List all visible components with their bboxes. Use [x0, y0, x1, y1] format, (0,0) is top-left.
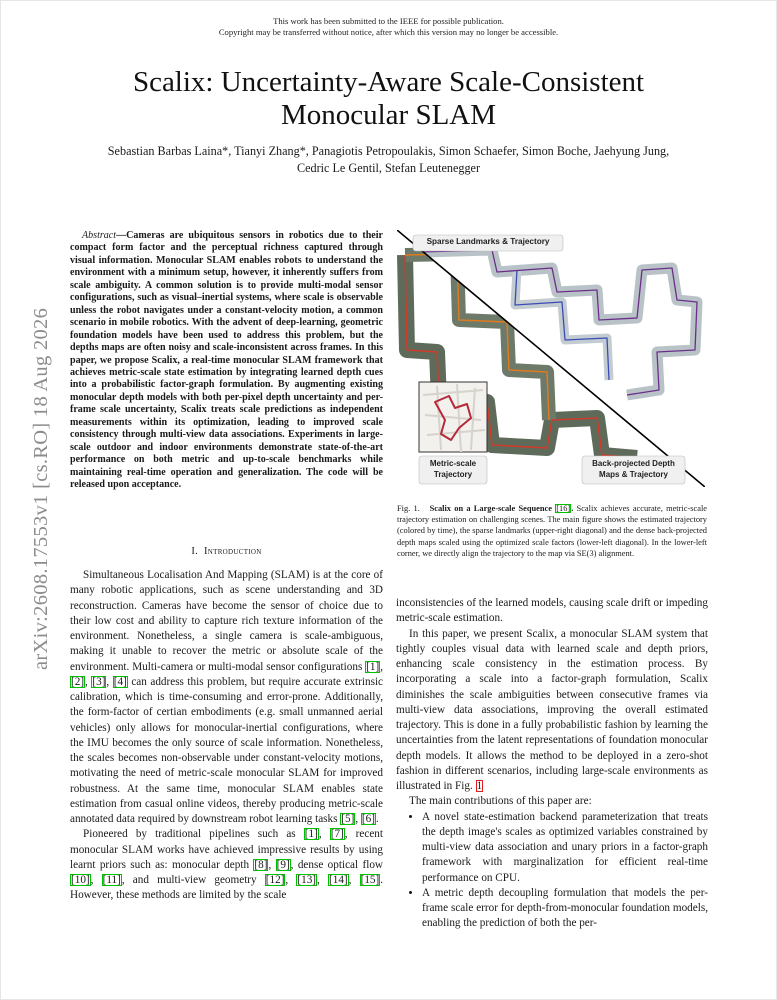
- citation-link[interactable]: [12]: [265, 874, 285, 886]
- text-run: In this paper, we present Scalix, a monocular SLAM system that tightly couples visual data with learned scale and depth priors, enhancing scale consistency in the estimation process. By incorporating a scale into a factor-graph formulation, Scalix diminishes the scale ambiguities between consecutive frames via multi-view data associations, improving the overall estimated trajectory. This is done in a fully probabilistic fashion by learning the uncertainties from the latent representations of foundation monocular depth models. It allows the method to be deployed in a zero-shot fashion in different scenarios, including large-scale environments as illustrated in Fig.: [396, 627, 708, 792]
- caption-period: .: [571, 504, 574, 513]
- text-run: ,: [318, 828, 330, 841]
- text-run: ,: [317, 874, 328, 886]
- intro-paragraph-2: [70, 827, 383, 903]
- text-run: ,: [380, 660, 383, 673]
- citation-link[interactable]: [15]: [360, 874, 380, 886]
- text-run: Pioneered by traditional pipelines such as: [83, 828, 304, 841]
- list-item: • A novel state-estimation backend parameterization that treats the depth image's scales as optimized variables constrained by multi-view data association and unary priors in a factor-graph framework with marginalization for efficient real-time performance on CPU.: [422, 810, 708, 886]
- figure-1: [397, 230, 705, 487]
- figure-label-sparse: Sparse Landmarks & Trajectory: [426, 237, 550, 246]
- paper-title: [60, 66, 717, 132]
- intro-text-right-column: [396, 596, 708, 932]
- citation-link[interactable]: [3]: [92, 675, 106, 688]
- citation-link[interactable]: [9]: [276, 858, 290, 871]
- right-paragraph-2: [396, 627, 708, 795]
- citation-link[interactable]: [1]: [366, 660, 380, 673]
- contributions-list: [396, 810, 708, 932]
- citation-link[interactable]: [2]: [71, 675, 85, 688]
- caption-bold-title: Scalix on a Large-scale Sequence: [429, 504, 552, 513]
- text-run: Simultaneous Localisation And Mapping (SLAM) is at the core of many robotic applications, such as scene understanding and 3D reconstruction. Cameras have become the sensor of choice due to their low cost and ability to capture rich texture information of the environment. Nonetheless, a single camera is scale-ambiguous, making it unable to recover the metric or absolute scale of the environment. Multi-camera or multi-modal sensor configurations: [70, 569, 383, 673]
- inset-map: [419, 382, 487, 452]
- figure-label-depth: Back-projected Depth Maps & Trajectory: [592, 459, 675, 479]
- arxiv-identifier[interactable]: arXiv:2608.17553v1 [cs.RO] 18 Aug 2026: [30, 307, 52, 670]
- text-run: ,: [355, 813, 361, 825]
- intro-text-left-column: [70, 568, 383, 904]
- citation-link[interactable]: [1]: [304, 828, 318, 841]
- section-heading-introduction: [70, 546, 383, 557]
- title-line-2: Monocular SLAM: [280, 99, 497, 131]
- section-title: Introduction: [203, 546, 262, 557]
- abstract-label: Abstract: [82, 230, 117, 241]
- notice-line-1: This work has been submitted to the IEEE for possible publication.: [273, 16, 504, 26]
- text-run: , dense optical flow: [290, 858, 383, 871]
- citation-link[interactable]: [14]: [329, 874, 348, 886]
- caption-text: Scalix achieves accurate, metric-scale trajectory estimation on challenging scenes. The main figure shows the estimated trajectory (colored by time), the sparse landmarks (upper-right diagonal) and the dense back-projected depth maps scaled using the optimized scale factors (lower-left diagonal). In the lower-left corner, we directly align the trajectory to the map via SE(3) alignment.: [397, 504, 707, 558]
- text-run: , and multi-view geometry: [121, 874, 265, 886]
- authors-line-2: Cedric Le Gentil, Stefan Leutenegger: [296, 160, 481, 175]
- citation-link[interactable]: [8]: [254, 858, 268, 871]
- text-run: ,: [85, 675, 92, 688]
- submission-notice: [0, 16, 777, 38]
- citation-link[interactable]: [7]: [330, 828, 344, 841]
- text-run: ,: [348, 874, 360, 886]
- text-run: ,: [90, 874, 102, 886]
- text-run: ,: [268, 858, 276, 871]
- list-item: • A metric depth decoupling formulation that models the per-frame scale error for depth-from-monocular foundation models, enabling the prediction of both the per-: [422, 886, 708, 932]
- citation-link[interactable]: [10]: [71, 874, 90, 886]
- citation-link[interactable]: [5]: [341, 813, 355, 825]
- intro-paragraph-1: [70, 568, 383, 827]
- abstract-dash: —: [116, 230, 127, 241]
- text-run: ,: [106, 675, 113, 688]
- text-run: ,: [285, 874, 297, 886]
- text-run: .: [375, 813, 379, 825]
- author-list: [60, 143, 717, 176]
- section-number: I.: [191, 546, 199, 557]
- right-paragraph-1: inconsistencies of the learned models, causing scale drift or impeding metric-scale estimation.: [396, 597, 708, 625]
- trajectory-map-figure: [397, 230, 705, 487]
- citation-link[interactable]: [13]: [297, 874, 317, 886]
- text-run: . However, these methods are limited by the scale: [70, 874, 384, 902]
- abstract: [70, 230, 383, 492]
- citation-link[interactable]: [6]: [361, 813, 375, 825]
- right-paragraph-3: The main contributions of this paper are:: [409, 795, 592, 808]
- figure-1-caption: [397, 503, 707, 559]
- title-line-1: Scalix: Uncertainty-Aware Scale-Consistent: [132, 66, 645, 98]
- figure-label-metric: Metric-scale Trajectory: [429, 459, 477, 479]
- notice-line-2: Copyright may be transferred without notice, after which this version may no longer be accessible.: [218, 27, 559, 37]
- citation-link[interactable]: [16]: [556, 504, 571, 513]
- text-run: , recent monocular SLAM works have achieved impressive results by using learnt priors such as: monocular depth: [70, 828, 383, 871]
- citation-link[interactable]: [11]: [102, 874, 121, 886]
- abstract-text: Cameras are ubiquitous sensors in robotics due to their compact form factor and the perceptual richness captured through visual information. Monocular SLAM enables robots to understand the environment with a minimum setup, however, it inherently suffers from scale ambiguity. A common solution is to provide multi-modal sensor configurations, such as visual–inertial systems, where scale is observable unless the robot navigates under a constant-velocity motion, a common scenario in mobile robotics. With the advent of deep-learning, geometric foundation models have been used to address this problem, but the depths maps are often noisy and scale-inconsistent across frames. In this paper, we propose Scalix, a real-time monocular SLAM framework that achieves metric-scale state estimation by integrating learned depth cues into a probabilistic factor-graph formulation. By augmenting existing monocular depth models with both per-pixel depth uncertainty and per-frame scale uncertainty, Scalix treats scale predictions as independent measurements within its optimization, leading to improved scale consistency through multi-view data associations. Experiments in large-scale outdoor and indoor environments demonstrate state-of-the-art performance on both metric and up-to-scale benchmarks while maintaining real-time operation and generalization. The code will be released upon acceptance.: [70, 230, 383, 491]
- caption-fig-number: Fig. 1.: [397, 504, 420, 513]
- citation-link[interactable]: [4]: [113, 675, 127, 688]
- text-run: can address this problem, but require accurate extrinsic calibration, which is time-consuming and error-prone. Additionally, the form-factor of certian embodiments (e.g. small unmanned aerial vehicles) only allows for monocular-inertial configurations, where the IMU becomes the only source of scale information. Nonetheless, the scales becomes non-observable under constant-velocity motions, motivating the need of metric-scale monocular SLAM for improved robustness. At the same time, monocular SLAM enables state estimation from casual online videos, thereby producing metric-scale annotated data required by downstream robot learning tasks: [70, 675, 384, 825]
- figure-link[interactable]: 1: [476, 780, 483, 792]
- authors-line-1: Sebastian Barbas Laina*, Tianyi Zhang*, Panagiotis Petropoulakis, Simon Schaefer, Simon Boche, Jaehyung Jung,: [107, 144, 670, 158]
